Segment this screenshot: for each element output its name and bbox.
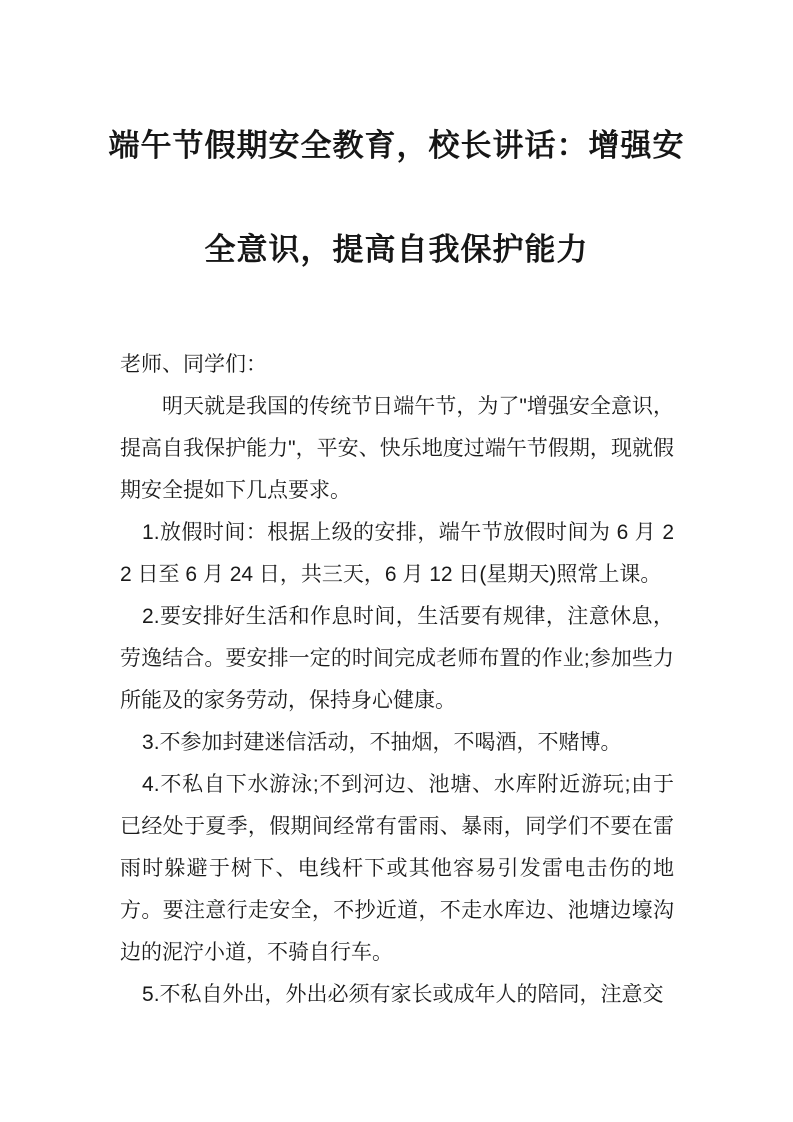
paragraph-item: 1.放假时间：根据上级的安排，端午节放假时间为 6 月 22 日至 6 月 24 日，共三天，6 月 12 日(星期天)照常上课。 (120, 521, 674, 586)
document-title (0, 122, 793, 273)
paragraph-item: 2.要安排好生活和作息时间，生活要有规律，注意休息，劳逸结合。要安排一定的时间完成老师布置的作业;参加些力所能及的家务劳动，保持身心健康。 (120, 605, 674, 712)
paragraph-item: 5.不私自外出，外出必须有家长或成年人的陪同，注意交 (142, 983, 664, 1006)
paragraph-item: 3.不参加封建迷信活动，不抽烟，不喝酒，不赌博。 (142, 731, 622, 754)
document-body (120, 344, 674, 1016)
title-line-1: 端午节假期安全教育，校长讲话：增强安 (108, 128, 685, 163)
paragraph-item: 4.不私自下水游泳;不到河边、池塘、水库附近游玩;由于已经处于夏季，假期间经常有雷雨、暴雨，同学们不要在雷雨时躲避于树下、电线杆下或其他容易引发雷电击伤的地方。要注意行走安全，不抄近道，不走水库边、池塘边壕沟边的泥泞小道，不骑自行车。 (120, 773, 674, 964)
title-line-2: 全意识，提高自我保护能力 (204, 232, 589, 267)
paragraph-salutation: 老师、同学们： (120, 353, 267, 376)
paragraph-body: 明天就是我国的传统节日端午节，为了"增强安全意识，提高自我保护能力"，平安、快乐地度过端午节假期，现就假期安全提如下几点要求。 (120, 395, 674, 502)
